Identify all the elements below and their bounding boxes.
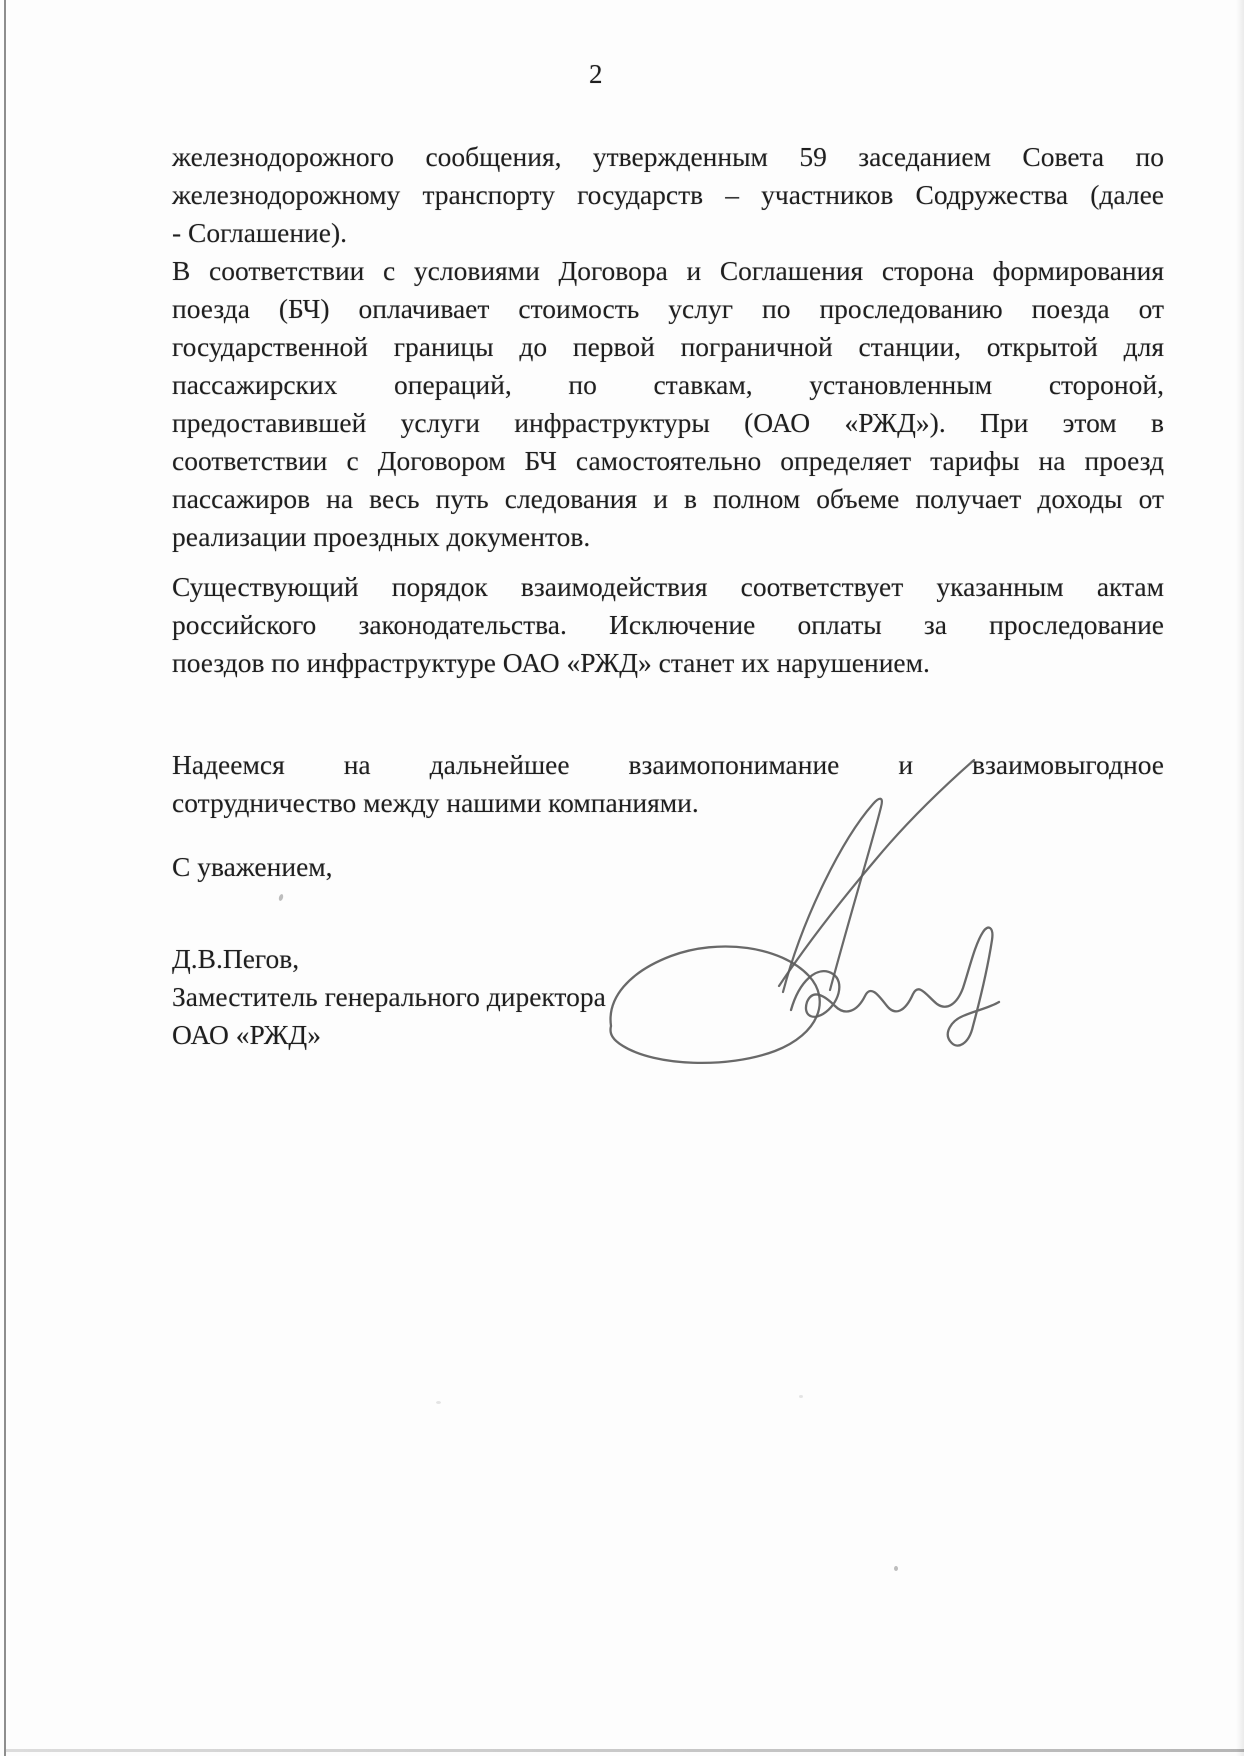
text-line: сотрудничество между нашими компаниями.: [172, 787, 699, 818]
scan-right-edge-shade: [1236, 0, 1244, 1756]
text-line: Существующий порядок взаимодействия соответствует указанным актам: [172, 571, 1164, 602]
paragraph-cooperation-hope: [172, 746, 1164, 822]
text-line: - Соглашение).: [172, 217, 347, 248]
text-line: государственной границы до первой пограничной станции, открытой для: [172, 331, 1164, 362]
text-line: поезда (БЧ) оплачивает стоимость услуг по проследованию поезда от: [172, 293, 1164, 324]
text-line: В соответствии с условиями Договора и Соглашения сторона формирования: [172, 255, 1164, 286]
text-line: предоставившей услуги инфраструктуры (ОАО «РЖД»). При этом в: [172, 407, 1164, 438]
scan-speck: [894, 1566, 898, 1571]
letter-body: [172, 138, 1164, 1054]
text-line: железнодорожного сообщения, утвержденным 59 заседанием Совета по: [172, 141, 1164, 172]
closing-salutation: С уважением,: [172, 851, 333, 882]
text-line: пассажиров на весь путь следования и в полном объеме получает доходы от: [172, 483, 1164, 514]
signatory-company: ОАО «РЖД»: [172, 1019, 321, 1050]
scan-bottom-edge-line: [6, 1749, 1244, 1752]
scan-speck: [799, 1395, 803, 1398]
text-line: пассажирских операций, по ставкам, установленным стороной,: [172, 369, 1164, 400]
signatory-name: Д.В.Пегов,: [172, 943, 300, 974]
paragraph-agreement-reference: [172, 138, 1164, 252]
scan-speck: [436, 1401, 441, 1404]
signature-block: [172, 940, 1164, 1054]
paragraph-payment-terms: [172, 252, 1164, 556]
scan-left-edge-line: [4, 0, 6, 1756]
text-line: Надеемся на дальнейшее взаимопонимание и взаимовыгодное: [172, 749, 1164, 780]
text-line: российского законодательства. Исключение оплаты за проследование: [172, 609, 1164, 640]
page-number: 2: [589, 59, 603, 89]
text-line: железнодорожному транспорту государств – участников Содружества (далее: [172, 179, 1164, 210]
text-line: соответствии с Договором БЧ самостоятельно определяет тарифы на проезд: [172, 445, 1164, 476]
text-line: реализации проездных документов.: [172, 521, 591, 552]
text-line: поездов по инфраструктуре ОАО «РЖД» станет их нарушением.: [172, 647, 930, 678]
signatory-title: Заместитель генерального директора: [172, 981, 606, 1012]
paragraph-legal-conclusion: [172, 568, 1164, 682]
